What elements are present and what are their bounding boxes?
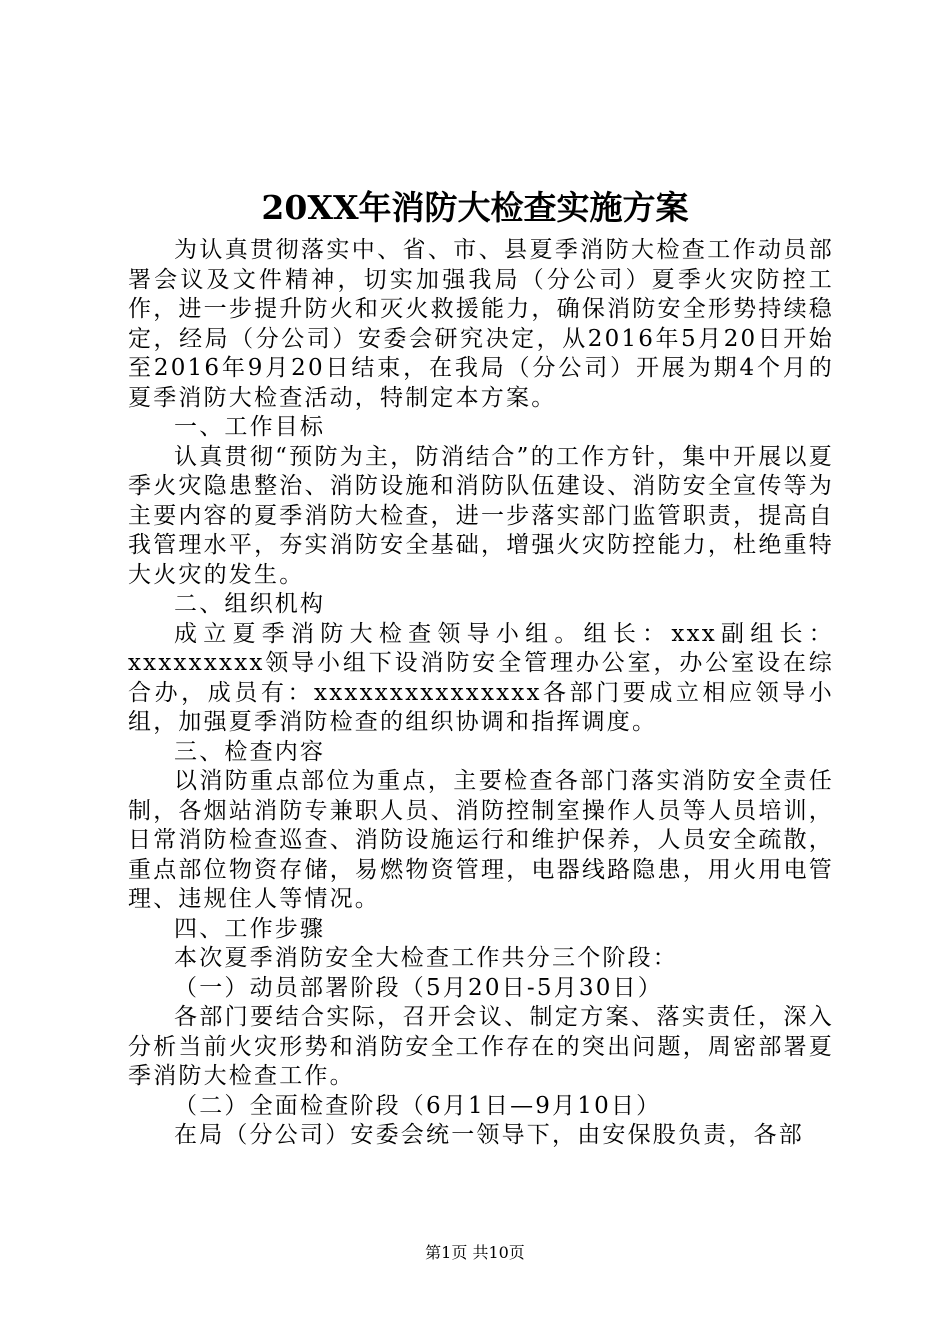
- section-heading-inspection-content: 三、检查内容: [174, 738, 326, 765]
- section-heading-goals: 一、工作目标: [174, 414, 326, 440]
- document-body: [128, 236, 834, 1151]
- full-inspection-paragraph: 在局（分公司）安委会统一领导下，由安保股负责，各部: [174, 1122, 804, 1148]
- stage-heading-mobilization: （一）动员部署阶段（5月20日-5月30日）: [174, 974, 663, 1001]
- mobilization-paragraph: 各部门要结合实际，召开会议、制定方案、落实责任，深入分析当前火灾形势和消防安全工作存在的突出问题，周密部署夏季消防大检查工作。: [128, 1004, 834, 1089]
- organization-paragraph: 成立夏季消防大检查领导小组。组长：xxx副组长：xxxxxxxxx领导小组下设消防安全管理办公室，办公室设在综合办，成员有：xxxxxxxxxxxxxxx各部门要成立相应领导小组，加强夏季消防检查的组织协调和指挥调度。: [128, 620, 834, 735]
- page-footer: 第1页 共10页: [425, 1243, 525, 1262]
- intro-paragraph: 为认真贯彻落实中、省、市、县夏季消防大检查工作动员部署会议及文件精神，切实加强我局（分公司）夏季火灾防控工作，进一步提升防火和灭火救援能力，确保消防安全形势持续稳定，经局（分公司）安委会研究决定，从2016年5月20日开始至2016年9月20日结束，在我局（分公司）开展为期4个月的夏季消防大检查活动，特制定本方案。: [128, 237, 834, 411]
- inspection-content-paragraph: 以消防重点部位为重点，主要检查各部门落实消防安全责任制，各烟站消防专兼职人员、消防控制室操作人员等人员培训，日常消防检查巡查、消防设施运行和维护保养，人员安全疏散，重点部位物资存储，易燃物资管理，电器线路隐患，用火用电管理、违规住人等情况。: [128, 768, 834, 912]
- work-steps-intro: 本次夏季消防安全大检查工作共分三个阶段：: [174, 945, 678, 971]
- section-heading-work-steps: 四、工作步骤: [174, 915, 326, 942]
- document-title: 20XX年消防大检查实施方案: [261, 188, 689, 227]
- stage-heading-full-inspection: （二）全面检查阶段（6月1日—9月10日）: [174, 1092, 662, 1119]
- goals-paragraph: 认真贯彻“预防为主，防消结合”的工作方针，集中开展以夏季火灾隐患整治、消防设施和消防队伍建设、消防安全宣传等为主要内容的夏季消防大检查，进一步落实部门监管职责，提高自我管理水平，夯实消防安全基础，增强火灾防控能力，杜绝重特大火灾的发生。: [128, 443, 834, 588]
- section-heading-organization: 二、组织机构: [174, 591, 326, 617]
